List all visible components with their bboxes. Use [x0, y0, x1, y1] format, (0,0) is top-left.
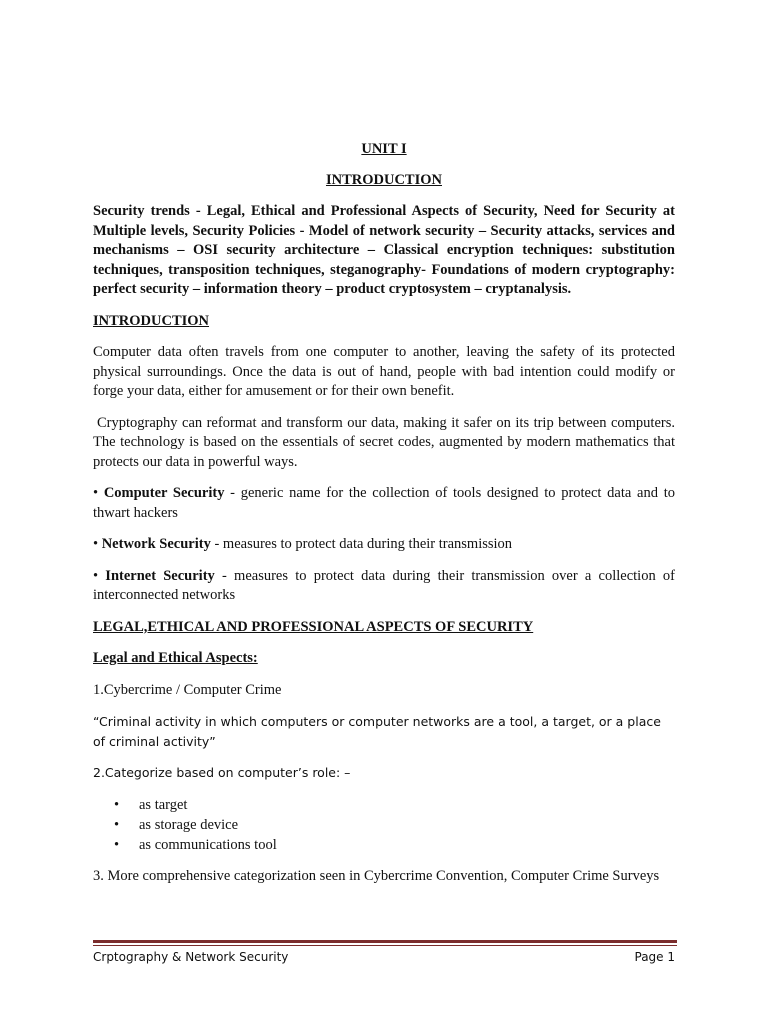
chapter-title: INTRODUCTION — [325, 172, 442, 188]
document-page — [93, 0, 675, 1024]
list-item — [93, 835, 675, 855]
unit-title: UNIT I — [361, 141, 407, 157]
bullet-icon: • — [114, 836, 120, 853]
list-item-text: as target — [139, 796, 188, 813]
syllabus-paragraph: Security trends - Legal, Ethical and Professional Aspects of Security, Need for Security at Multiple levels, Security Policies - Model of network security – Security attacks, services and mechanisms – OSI security architecture – Classical encryption techniques: substitution techniques, transposition techniques, steganography- Foundations of modern cryptography: perfect security – information theory – product cryptosystem – cryptanalysis. — [93, 203, 675, 297]
list-item-text: as communications tool — [139, 836, 277, 853]
definition-text: - generic name for the collection of tools designed to protect data and to thwart hackers — [93, 485, 675, 521]
bullet-icon: • — [114, 816, 120, 833]
definition-text: - measures to protect data during their transmission — [210, 536, 513, 552]
bullet: • — [93, 567, 99, 584]
cybercrime-quote: “Criminal activity in which computers or computer networks are a tool, a target, or a place of criminal activity” — [93, 714, 661, 749]
footer-rule-thin — [93, 945, 677, 946]
footer-rule — [93, 940, 677, 943]
definition-computer-security — [93, 484, 675, 523]
legal-ethical-subheading: Legal and Ethical Aspects: — [93, 650, 258, 666]
introduction-heading: INTRODUCTION — [93, 312, 210, 329]
legal-aspects-heading: LEGAL,ETHICAL AND PROFESSIONAL ASPECTS OF SECURITY — [93, 618, 534, 635]
definition-network-security — [93, 535, 675, 555]
cybercrime-item: 1.Cybercrime / Computer Crime — [93, 681, 282, 698]
roles-list — [93, 795, 675, 855]
definition-term: Internet Security — [105, 567, 215, 584]
categorization-item: 3. More comprehensive categorization seen in Cybercrime Convention, Computer Crime Surveys — [93, 867, 660, 884]
categorize-item: 2.Categorize based on computer’s role: – — [93, 765, 351, 780]
intro-paragraph-2: Cryptography can reformat and transform our data, making it safer on its trip between computers. The technology is based on the essentials of secret codes, augmented by modern mathematics that protects our data in powerful ways. — [93, 414, 675, 470]
definition-internet-security — [93, 567, 675, 606]
bullet: • — [93, 485, 99, 501]
list-item — [93, 815, 675, 835]
definition-text: - measures to protect data during their transmission over a collection of interconnected networks — [93, 567, 676, 603]
list-item-text: as storage device — [139, 816, 239, 833]
footer-course-title: Crptography & Network Security — [93, 950, 289, 964]
list-item — [93, 795, 675, 815]
definition-term: Computer Security — [103, 485, 225, 501]
intro-paragraph-1: Computer data often travels from one computer to another, leaving the safety of its protected physical surroundings. Once the data is out of hand, people with bad intention could modify or forge your data, either for amusement or for their own benefit. — [93, 344, 675, 399]
definition-term: Network Security — [101, 536, 211, 552]
document-body — [93, 202, 675, 898]
footer-page-number: Page 1 — [634, 950, 675, 964]
bullet: • — [93, 536, 99, 552]
bullet-icon: • — [114, 796, 120, 813]
